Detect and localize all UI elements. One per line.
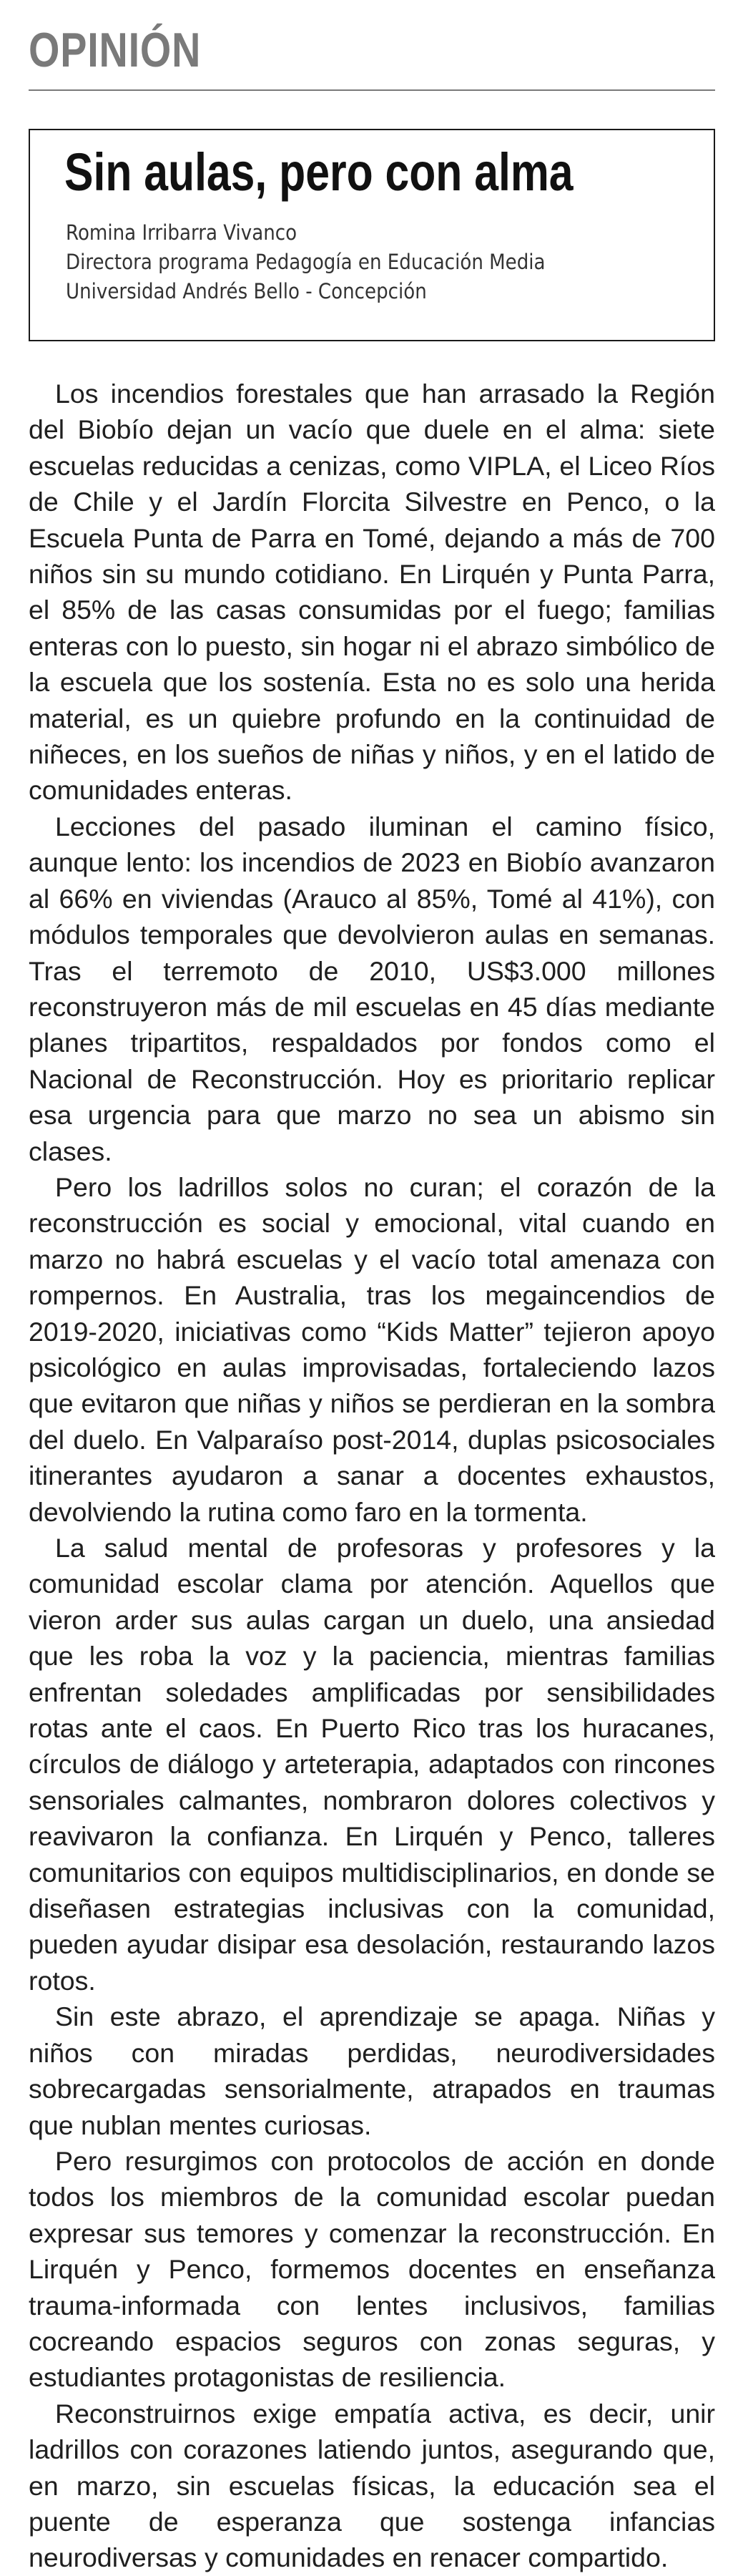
article-body (29, 376, 715, 2576)
article-paragraph: Pero resurgimos con protocolos de acción en donde todos los miembros de la comunidad escolar puedan expresar sus temores y comenzar la reconstrucción. En Lirquén y Penco, formemos docentes en enseñanza trauma-informada con lentes inclusivos, familias cocreando espacios seguros con zonas seguras, y estudiantes protagonistas de resiliencia. (29, 2145, 715, 2393)
article-paragraph: Lecciones del pasado iluminan el camino físico, aunque lento: los incendios de 2023 en Biobío avanzaron al 66% en viviendas (Arauco al 85%, Tomé al 41%), con módulos temporales que devolvieron aulas en semanas. Tras el terremoto de 2010, US$3.000 millones reconstruyeron más de mil escuelas en 45 días mediante planes tripartitos, respaldados por fondos como el Nacional de Reconstrucción. Hoy es prioritario replicar esa urgencia para que marzo no sea un abismo sin clases. (29, 811, 715, 1166)
section-title: OPINIÓN (29, 23, 202, 77)
author-name: Romina Irribarra Vivanco (66, 220, 297, 245)
article-paragraph: Reconstruirnos exige empatía activa, es decir, unir ladrillos con corazones latiendo juntos, asegurando que, en marzo, sin escuelas físicas, la educación sea el puente de esperanza que sostenga infancias neurodiversas y comunidades en renacer compartido. (29, 2398, 715, 2573)
article-headline: Sin aulas, pero con alma (64, 142, 574, 202)
article-paragraph: Sin este abrazo, el aprendizaje se apaga. Niñas y niños con miradas perdidas, neurodiversidades sobrecargadas sensorialmente, atrapados en traumas que nublan mentes curiosas. (29, 2001, 715, 2140)
article-header-box (29, 129, 715, 341)
author-role: Directora programa Pedagogía en Educación Media (66, 250, 546, 274)
author-byline (66, 218, 546, 306)
article-paragraph: Pero los ladrillos solos no curan; el corazón de la reconstrucción es social y emocional, vital cuando en marzo no habrá escuelas y el vacío total amenaza con rompernos. En Australia, tras los megaincendios de 2019-2020, iniciativas como “Kids Matter” tejieron apoyo psicológico en aulas improvisadas, fortaleciendo lazos que evitaron que niñas y niños se perdieran en la sombra del duelo. En Valparaíso post-2014, duplas psicosociales itinerantes ayudaron a sanar a docentes exhaustos, devolviendo la rutina como faro en la tormenta. (29, 1171, 715, 1527)
section-divider (29, 89, 715, 91)
article-paragraph: La salud mental de profesoras y profesores y la comunidad escolar clama por atención. Aquellos que vieron arder sus aulas cargan un duelo, una ansiedad que les roba la voz y la paciencia, mientras familias enfrentan soledades amplificadas por sensibilidades rotas ante el caos. En Puerto Rico tras los huracanes, círculos de diálogo y arteterapia, adaptados con rincones sensoriales calmantes, nombraron dolores colectivos y reavivaron la confianza. En Lirquén y Penco, talleres comunitarios con equipos multidisciplinarios, en donde se diseñasen estrategias inclusivas con la comunidad, pueden ayudar disipar esa desolación, restaurando lazos rotos. (29, 1533, 715, 1996)
article-paragraph: Los incendios forestales que han arrasado la Región del Biobío dejan un vacío que duele en el alma: siete escuelas reducidas a cenizas, como VIPLA, el Liceo Ríos de Chile y el Jardín Florcita Silvestre en Penco, o la Escuela Punta de Parra en Tomé, dejando a más de 700 niños sin su mundo cotidiano. En Lirquén y Punta Parra, el 85% de las casas consumidas por el fuego; familias enteras con lo puesto, sin hogar ni el abrazo simbólico de la escuela que los sostenía. Esta no es solo una herida material, es un quiebre profundo en la continuidad de niñeces, en los sueños de niñas y niños, y en el latido de comunidades enteras. (29, 379, 715, 806)
author-institution: Universidad Andrés Bello - Concepción (66, 279, 427, 303)
